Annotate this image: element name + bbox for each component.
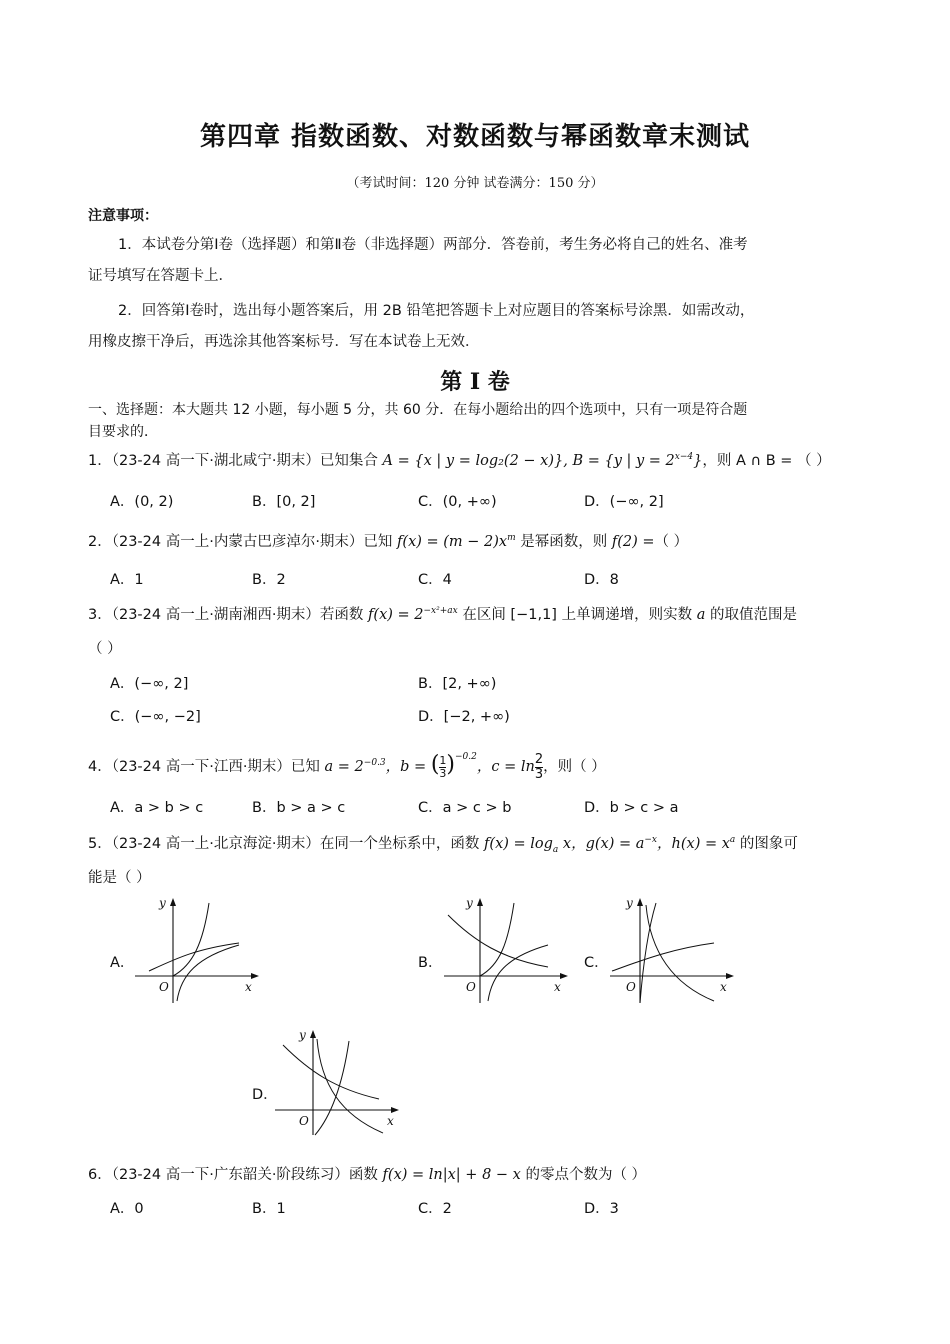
curve-exponential (283, 1045, 379, 1099)
x-label: x (554, 980, 561, 994)
curve-power (317, 1039, 383, 1133)
question-5-option-b[interactable]: B． (418, 955, 443, 971)
x-axis-arrow-icon (726, 973, 734, 979)
question-1-option-a[interactable]: A．(0, 2) (110, 494, 174, 510)
x-axis-arrow-icon (251, 973, 259, 979)
graph-option-d (275, 1025, 405, 1135)
question-6-option-d[interactable]: D．3 (584, 1201, 619, 1217)
question-1-option-b[interactable]: B．[0, 2] (252, 494, 316, 510)
question-3-option-a[interactable]: A．(−∞, 2] (110, 676, 189, 692)
origin-label: O (626, 980, 636, 994)
curve-exponential (612, 943, 714, 971)
question-4-stem: 4．（23-24 高一下·江西·期末）已知 $a = 2^{-0.3}$，b = ( $\frac{1}{3}$ )$^{-0.2}$，c = ln $\frac{2}{3}$ ，则（ ） (88, 751, 606, 782)
exam-info: （考试时间：120 分钟 试卷满分：150 分） (346, 176, 604, 191)
notice-heading: 注意事项： (88, 208, 158, 224)
question-5-stem: 5．（23-24 高一上·北京海淀·期末）在同一个坐标系中，函数 $f(x) = \log_a x$，$g(x) = a^{-x}$，$h(x) = x^a$ 的图象可 (88, 835, 798, 855)
notice-item-2-line-1: 2．回答第Ⅰ卷时，选出每小题答案后，用 2B 铅笔把答题卡上对应题目的答案标号涂黑．如需改动， (118, 303, 755, 319)
y-label: y (159, 896, 166, 910)
notice-item-2-line-2: 用橡皮擦干净后，再选涂其他答案标号．写在本试卷上无效． (88, 334, 480, 350)
y-label: y (299, 1028, 306, 1042)
notice-item-1-line-1: 1．本试卷分第Ⅰ卷（选择题）和第Ⅱ卷（非选择题）两部分．答卷前，考生务必将自己的姓名、准考 (118, 237, 748, 253)
graph-option-c (610, 893, 740, 1003)
x-label: x (720, 980, 727, 994)
y-label: y (626, 896, 633, 910)
question-4-option-c[interactable]: C．a > c > b (418, 800, 512, 816)
section-instruction-line-1: 一、选择题：本大题共 12 小题，每小题 5 分，共 60 分．在每小题给出的四个选项中，只有一项是符合题 (88, 402, 748, 418)
curve-exponential (149, 943, 239, 971)
y-axis-arrow-icon (310, 1030, 316, 1038)
y-axis-arrow-icon (170, 898, 176, 906)
x-label: x (245, 980, 252, 994)
y-label: y (466, 896, 473, 910)
question-1-stem: 1．（23-24 高一下·湖北咸宁·期末）已知集合 A = {x | y = log₂(2 − x)}, B = {y | $y = 2^{x-4}$}，则 A ∩ B = （ ） (88, 452, 831, 469)
question-5-option-a[interactable]: A． (110, 955, 135, 971)
question-6-stem: 6．（23-24 高一下·广东韶关·阶段练习）函数 f(x) = ln|x| + 8 − x 的零点个数为（ ） (88, 1167, 647, 1183)
curve-power (173, 903, 209, 976)
question-3-stem-line-2: （ ） (88, 641, 122, 657)
question-2-option-c[interactable]: C．4 (418, 572, 452, 588)
question-3-option-b[interactable]: B．[2, +∞) (418, 676, 497, 692)
question-3-option-c[interactable]: C．(−∞, −2] (110, 709, 201, 725)
origin-label: O (159, 980, 169, 994)
question-2-option-d[interactable]: D．8 (584, 572, 619, 588)
curve-log (488, 945, 548, 1001)
curve-power (646, 905, 714, 1001)
origin-label: O (466, 980, 476, 994)
x-label: x (387, 1114, 394, 1128)
question-5-option-c[interactable]: C． (584, 955, 609, 971)
question-5-stem-line-2: 能是（ ） (88, 870, 151, 886)
x-axis-arrow-icon (560, 973, 568, 979)
notice-item-1-line-2: 证号填写在答题卡上． (88, 268, 233, 284)
y-axis-arrow-icon (637, 898, 643, 906)
question-4-option-d[interactable]: D．b > c > a (584, 800, 679, 816)
origin-label: O (299, 1114, 309, 1128)
question-3-stem: 3．（23-24 高一上·湖南湘西·期末）若函数 $f(x) = 2^{-x^2+ax}$ 在区间 [−1,1] 上单调递增，则实数 a 的取值范围是 (88, 606, 797, 623)
question-3-option-d[interactable]: D．[−2, +∞) (418, 709, 510, 725)
curve-power (480, 903, 514, 976)
graph-option-b (444, 893, 574, 1003)
part-heading: 第 I 卷 (440, 369, 510, 395)
question-6-option-c[interactable]: C．2 (418, 1201, 452, 1217)
y-axis-arrow-icon (477, 898, 483, 906)
page-title: 第四章 指数函数、对数函数与幂函数章末测试 (199, 122, 751, 152)
question-4-option-a[interactable]: A．a > b > c (110, 800, 204, 816)
section-instruction-line-2: 目要求的． (88, 424, 158, 440)
curve-log (177, 945, 239, 1001)
question-2-option-a[interactable]: A．1 (110, 572, 144, 588)
question-4-option-b[interactable]: B．b > a > c (252, 800, 346, 816)
question-5-option-d[interactable]: D． (252, 1087, 278, 1103)
question-1-option-d[interactable]: D．(−∞, 2] (584, 494, 664, 510)
question-2-option-b[interactable]: B．2 (252, 572, 286, 588)
x-axis-arrow-icon (391, 1107, 399, 1113)
question-6-option-a[interactable]: A．0 (110, 1201, 144, 1217)
question-2-stem: 2．（23-24 高一上·内蒙古巴彦淖尔·期末）已知 $f(x) = (m - 2)x^m$ 是幂函数，则 f(2) =（ ） (88, 533, 689, 550)
question-1-option-c[interactable]: C．(0, +∞) (418, 494, 497, 510)
question-6-option-b[interactable]: B．1 (252, 1201, 286, 1217)
graph-option-a (135, 893, 265, 1003)
